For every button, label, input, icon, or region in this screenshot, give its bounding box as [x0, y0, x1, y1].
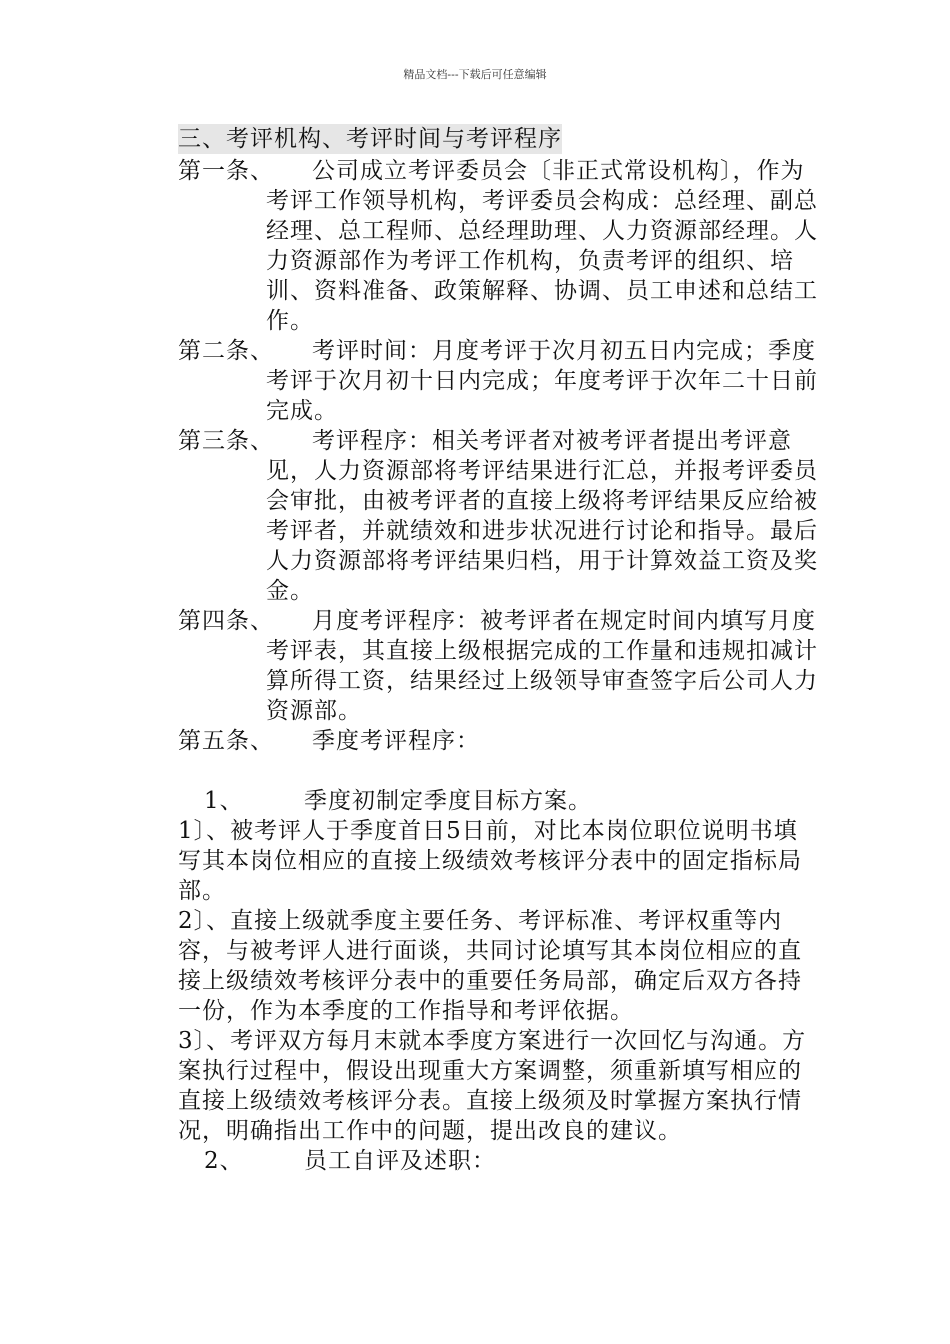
article-4 — [178, 606, 818, 726]
page-header: 精品文档---下载后可任意编辑 — [403, 68, 547, 81]
document-body — [178, 124, 818, 1176]
article-label: 第二条、 — [178, 338, 274, 364]
item-number: 1、 — [204, 788, 244, 814]
item-number: 2、 — [204, 1148, 244, 1174]
spacer — [178, 756, 818, 786]
list-item — [178, 1146, 818, 1176]
section-title: 三、考评机构、考评时间与考评程序 — [178, 126, 562, 152]
article-text: 考评程序：相关考评者对被考评者提出考评意见，人力资源部将考评结果进行汇总，并报考评委员会审批，由被考评者的直接上级将考评结果反应给被考评者，并就绩效和进步状况进行讨论和指导。最后人力资源部将考评结果归档，用于计算效益工资及奖金。 — [266, 428, 818, 604]
article-text: 季度考评程序： — [312, 728, 480, 754]
list-paragraph: 3〕、考评双方每月末就本季度方案进行一次回忆与沟通。方案执行过程中，假设出现重大方案调整，须重新填写相应的直接上级绩效考核评分表。直接上级须及时掌握方案执行情况，明确指出工作中的问题，提出改良的建议。 — [178, 1028, 807, 1144]
item-text: 员工自评及述职： — [304, 1148, 496, 1174]
item-text: 季度初制定季度目标方案。 — [304, 788, 592, 814]
article-text: 公司成立考评委员会〔非正式常设机构〕，作为考评工作领导机构，考评委员会构成：总经理、副总经理、总工程师、总经理助理、人力资源部经理。人力资源部作为考评工作机构，负责考评的组织、培训、资料准备、政策解释、协调、员工申述和总结工作。 — [266, 158, 818, 334]
list-paragraph: 1〕、被考评人于季度首日5日前，对比本岗位职位说明书填写其本岗位相应的直接上级绩效考核评分表中的固定指标局部。 — [178, 818, 802, 904]
article-label: 第五条、 — [178, 728, 274, 754]
article-text: 月度考评程序：被考评者在规定时间内填写月度考评表，其直接上级根据完成的工作量和违规扣减计算所得工资，结果经过上级领导审查签字后公司人力资源部。 — [266, 608, 818, 724]
article-label: 第四条、 — [178, 608, 274, 634]
article-2 — [178, 336, 818, 426]
article-1 — [178, 156, 818, 336]
article-text: 考评时间：月度考评于次月初五日内完成；季度考评于次月初十日内完成；年度考评于次年二十日前完成。 — [266, 338, 818, 424]
article-5 — [178, 726, 818, 756]
list-paragraph: 2〕、直接上级就季度主要任务、考评标准、考评权重等内容，与被考评人进行面谈，共同讨论填写其本岗位相应的直接上级绩效考核评分表中的重要任务局部，确定后双方各持一份，作为本季度的工作指导和考评依据。 — [178, 908, 802, 1024]
list-item — [178, 786, 818, 816]
article-label: 第三条、 — [178, 428, 274, 454]
article-label: 第一条、 — [178, 158, 274, 184]
article-3 — [178, 426, 818, 606]
